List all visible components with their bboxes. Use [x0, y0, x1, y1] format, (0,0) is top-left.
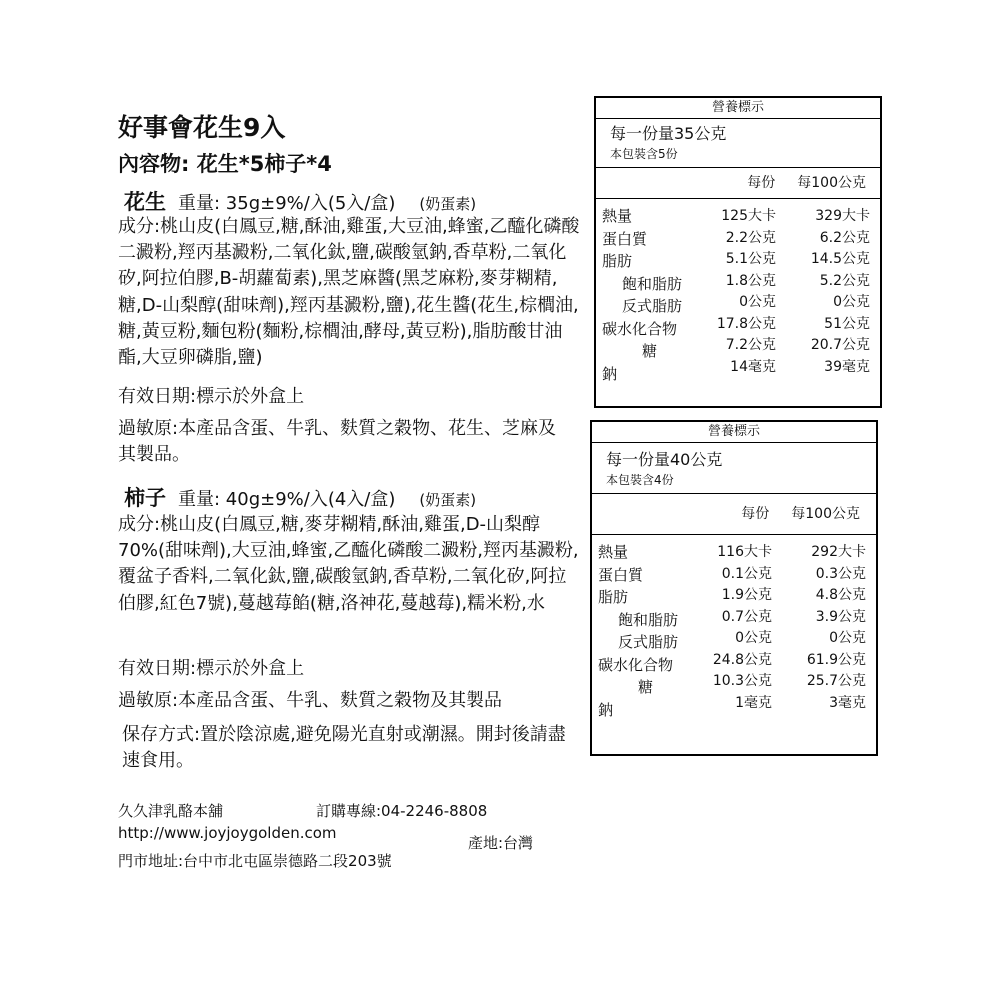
value-per-serving: 1.8公克: [725, 272, 776, 289]
nutrient-label: 碳水化合物: [602, 319, 678, 338]
value-per-100g: 5.2公克: [819, 272, 870, 289]
column-headers: [592, 494, 876, 534]
value-per-100g: 51公克: [824, 315, 870, 332]
nutrient-label: 蛋白質: [602, 229, 648, 248]
product-title: 好事會花生9入: [118, 113, 286, 142]
value-per-serving: 0.1公克: [721, 565, 772, 582]
value-per-serving: 125大卡: [721, 208, 776, 224]
company-name: 久久津乳酪本舖: [118, 802, 224, 820]
value-per-serving: 17.8公克: [716, 315, 776, 332]
value-per-serving: 5.1公克: [725, 251, 776, 267]
peanut-weight: 重量: 35g±9%/入(5入/盒): [178, 193, 396, 214]
value-per-100g: 0公克: [829, 630, 866, 646]
value-per-serving: 7.2公克: [725, 337, 776, 353]
value-per-100g: 4.8公克: [815, 587, 866, 603]
value-per-100g: 14.5公克: [810, 251, 870, 267]
peanut-header: [124, 186, 476, 216]
servings-per-pack: 本包裝含4份: [606, 473, 674, 487]
persimmon-ingredients: 成分:桃山皮(白鳳豆,糖,麥芽糊精,酥油,雞蛋,D-山梨醇70%(甜味劑),大豆油,蜂蜜,乙醯化磷酸二澱粉,羥丙基澱粉,覆盆子香料,二氧化鈦,鹽,碳酸氫鈉,香草粉,二氧化矽,阿拉伯膠,紅色7號),蔓越莓餡(糖,洛神花,蔓越莓),糯米粉,水: [118, 514, 579, 614]
value-per-serving: 1.9公克: [721, 587, 772, 603]
value-per-100g: 0.3公克: [815, 565, 866, 582]
value-per-serving: 2.2公克: [725, 229, 776, 246]
nutrient-label: 鈉: [598, 700, 614, 719]
value-per-serving: 14毫克: [730, 358, 776, 375]
nutrient-label: 反式脂肪: [622, 297, 683, 315]
persimmon-expiry: 有效日期:標示於外盒上: [118, 658, 305, 679]
nutrient-label: 蛋白質: [598, 565, 644, 584]
nutrient-label: 飽和脂肪: [618, 610, 679, 629]
nutrient-label: 熱量: [598, 543, 629, 561]
nutrient-label: 脂肪: [602, 252, 633, 270]
peanut-ingredients: 成分:桃山皮(白鳳豆,糖,酥油,雞蛋,大豆油,蜂蜜,乙醯化磷酸二澱粉,羥丙基澱粉,二氧化鈦,鹽,碳酸氫鈉,香草粉,二氧化矽,阿拉伯膠,B-胡蘿蔔素),黑芝麻醬(黑芝麻粉,麥芽糊精,糖,D-山梨醇(甜味劑),羥丙基澱粉,鹽),花生醬(花生,棕櫚油,糖,黃豆粉,麵包粉(麵粉,棕櫚油,酵母,黃豆粉),脂肪酸甘油酯,大豆卵磷脂,鹽): [118, 216, 580, 369]
nutrition-heading: 營養標示: [707, 424, 760, 439]
contents-line: 內容物: 花生*5柿子*4: [118, 152, 332, 176]
nutrient-label: 脂肪: [598, 588, 629, 606]
value-per-serving: 0公克: [739, 294, 776, 310]
nutrient-label: 糖: [642, 342, 658, 360]
persimmon-weight: 重量: 40g±9%/入(4入/盒): [178, 489, 396, 510]
peanut-diet: (奶蛋素): [419, 195, 477, 213]
origin: 產地:台灣: [468, 834, 534, 852]
peanut-name: 花生: [124, 190, 166, 214]
value-per-100g: 25.7公克: [806, 673, 866, 689]
nutrient-label: 熱量: [602, 207, 633, 225]
servings-per-pack: 本包裝含5份: [610, 147, 678, 161]
value-per-serving: 0公克: [735, 630, 772, 646]
persimmon-header: [124, 482, 476, 512]
value-per-100g: 61.9公克: [806, 651, 866, 668]
value-per-serving: 116大卡: [717, 544, 772, 560]
col-per-100g: 每100公克: [797, 175, 866, 191]
serving-size: 每一份量35公克: [610, 124, 727, 143]
value-per-serving: 24.8公克: [712, 651, 772, 668]
nutrition-table-peanut: [594, 96, 882, 408]
order-phone: 訂購專線:04-2246-8808: [316, 802, 488, 820]
col-per-100g: 每100公克: [791, 506, 860, 522]
col-per-serving: 每份: [747, 175, 776, 191]
value-per-100g: 3.9公克: [815, 608, 866, 625]
col-per-serving: 每份: [741, 506, 770, 522]
value-per-serving: 10.3公克: [712, 673, 772, 689]
nutrient-label: 糖: [638, 678, 654, 696]
peanut-allergen: 過敏原:本產品含蛋、牛乳、麩質之穀物、花生、芝麻及其製品。: [118, 418, 557, 466]
value-per-100g: 0公克: [833, 294, 870, 310]
website-url: http://www.joyjoygolden.com: [118, 824, 337, 842]
value-per-100g: 39毫克: [824, 358, 870, 375]
value-per-100g: 6.2公克: [819, 229, 870, 246]
serving-size: 每一份量40公克: [606, 450, 723, 469]
column-headers: [596, 168, 880, 198]
value-per-100g: 20.7公克: [810, 337, 870, 353]
nutrient-label: 反式脂肪: [618, 633, 679, 651]
store-address: 門市地址:台中市北屯區崇德路二段203號: [118, 852, 392, 870]
nutrient-label: 飽和脂肪: [622, 274, 683, 293]
nutrient-label: 鈉: [602, 364, 618, 383]
value-per-serving: 0.7公克: [721, 608, 772, 625]
nutrition-table-persimmon: [590, 420, 878, 756]
peanut-expiry: 有效日期:標示於外盒上: [118, 386, 305, 407]
value-per-100g: 292大卡: [811, 544, 866, 560]
persimmon-allergen: 過敏原:本產品含蛋、牛乳、麩質之穀物及其製品: [118, 690, 503, 711]
nutrition-heading: 營養標示: [711, 100, 764, 115]
nutrient-label: 碳水化合物: [598, 655, 674, 674]
value-per-100g: 329大卡: [815, 208, 870, 224]
persimmon-diet: (奶蛋素): [419, 491, 477, 509]
storage-info: 保存方式:置於陰涼處,避免陽光直射或潮濕。開封後請盡速食用。: [122, 724, 566, 772]
value-per-100g: 3毫克: [829, 694, 866, 711]
persimmon-name: 柿子: [124, 486, 166, 510]
value-per-serving: 1毫克: [735, 694, 772, 711]
